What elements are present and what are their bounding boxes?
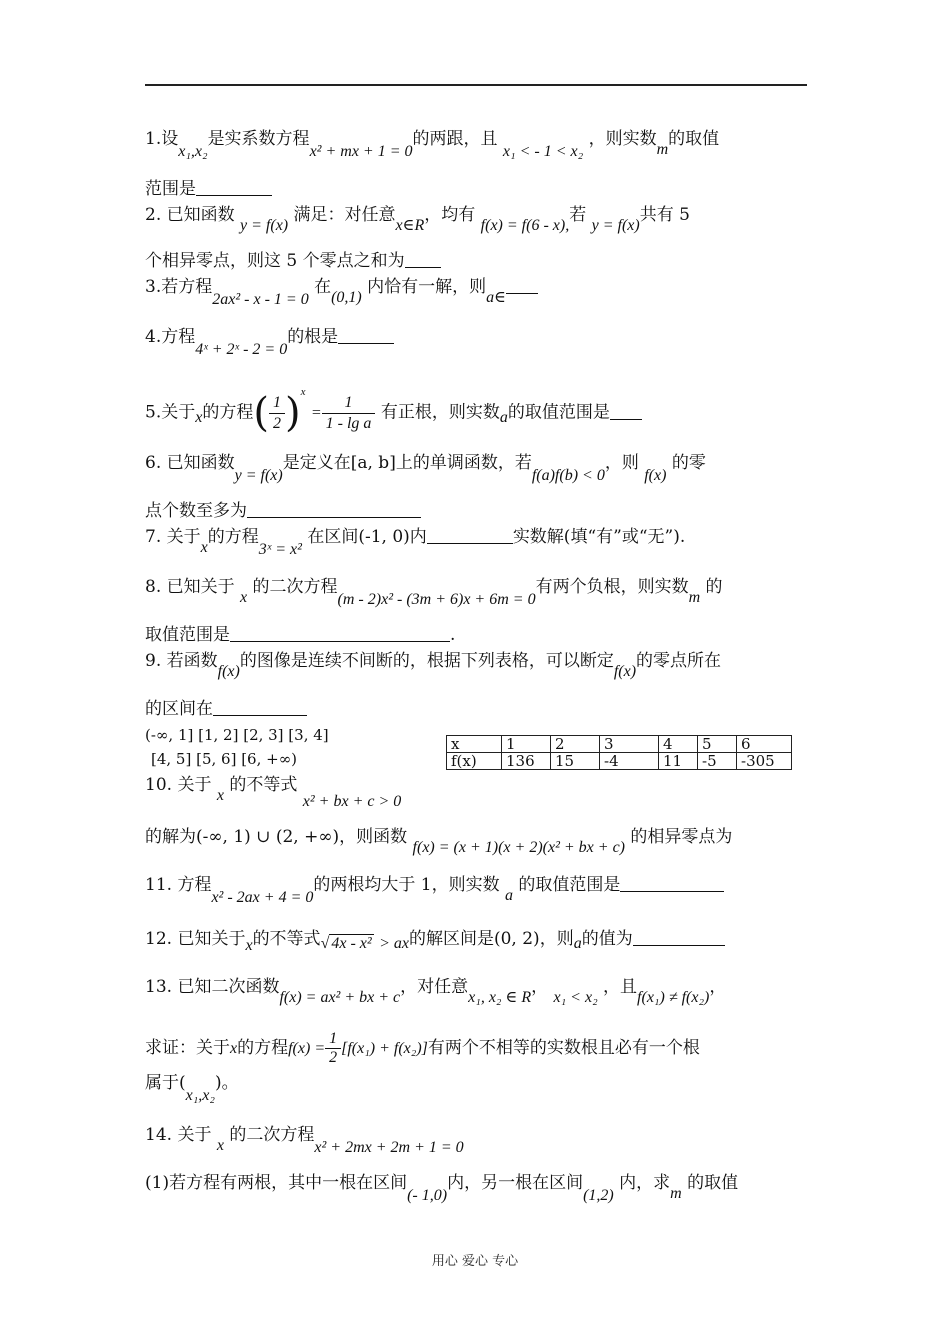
q13-text6: 有两个不相等的实数根且必有一个根 [427,1038,700,1058]
q2-func2: y = f(x) [591,217,640,234]
q12-text: 12. 已知关于 [145,929,246,949]
q5-text3: 有正根，则实数 [380,402,500,423]
q13-text4: 求证：关于 [145,1038,230,1058]
q2-line2 [145,250,441,272]
q13-line3: 属于(x₁,x₂)。 [145,1073,239,1104]
table-row: x 1 2 3 4 5 6 [447,736,792,753]
q8-text4: 的 [705,577,723,597]
values-table [446,735,792,770]
q8-text5: 取值范围是 [145,625,230,645]
q2-answer-blank[interactable] [405,251,441,268]
q7-text: 7. 关于 [145,527,201,547]
q14-interval2: (1,2) [583,1187,614,1204]
q9-options2: [4, 5] [5, 6] [6, +∞) [151,750,298,768]
q5-text: 5.关于 [145,402,196,423]
q3-line [145,276,538,308]
q12-text2: 的不等式 [252,929,321,949]
q13-interval: x₁,x₂ [185,1087,215,1104]
q14-text6: 的取值 [687,1173,739,1193]
q9-text: 9. 若函数 [145,651,218,671]
q1-var-m: m [656,141,669,158]
q9-line2 [145,698,307,720]
q2-domain: x∈R [395,217,425,234]
q4-text2: 的根是 [287,327,339,347]
q3-equation: 2ax² - x - 1 = 0 [212,291,309,308]
q3-text: 3.若方程 [145,277,213,297]
q6-line1 [145,452,706,484]
q1-roots: x₁,x₂ [178,143,208,160]
q7-text4: 实数解(填“有”或“无”). [512,527,686,547]
q13-order: x₁ < x₂ [553,989,598,1006]
q11-equation: x² - 2ax + 4 = 0 [211,889,314,906]
q11-text: 11. 方程 [145,875,212,895]
q8-text2: 的二次方程 [252,577,338,597]
q2-text4: 若 [569,205,587,225]
q7-var: x [200,539,208,556]
q13-line2 [145,1028,700,1069]
q10-text2: 的不等式 [229,775,298,795]
q11-text3: 的取值范围是 [518,875,621,895]
q2-text2: 满足：对任意 [293,205,396,225]
q1-answer-blank[interactable] [196,179,272,196]
q9-text4: 的区间在 [145,699,213,719]
q6-text4: 的零 [671,453,706,473]
q7-equation: 3ˣ = x² [258,541,302,558]
q13-text: 13. 已知二次函数 [145,977,280,997]
q4-answer-blank[interactable] [338,327,394,344]
q6-text: 6. 已知函数 [145,453,235,473]
q9-options1: (-∞, 1] [1, 2] [2, 3] [3, 4] [145,726,329,744]
q2-text: 2. 已知函数 [145,205,235,225]
q14-text4: 内，另一根在区间 [447,1173,584,1193]
q14-equation: x² + 2mx + 2m + 1 = 0 [314,1139,464,1156]
q7-answer-blank[interactable] [427,527,513,544]
q3-answer-blank[interactable] [506,283,538,294]
q12-var-a: a [573,935,582,952]
q2-func: y = f(x) [240,217,289,234]
q3-text3: 内恰有一解，则 [367,277,487,297]
q12-var: x [245,937,253,954]
q13-func: f(x) = ax² + bx + c [279,989,401,1006]
q1-text: 1.设 [145,129,179,149]
q1-equation: x² + mx + 1 = 0 [309,143,413,160]
q8-text3: 有两个负根，则实数 [535,577,689,597]
q6-answer-blank[interactable] [247,501,421,518]
q9-line1 [145,650,722,680]
q5-equals: = [310,404,322,422]
q9-answer-blank[interactable] [213,699,307,716]
q6-line2 [145,500,421,522]
q7-text2: 的方程 [207,527,259,547]
q8-answer-blank[interactable] [230,625,450,642]
q14-text: 14. 关于 [145,1125,212,1145]
q11-var: a [505,887,514,904]
q12-answer-blank[interactable] [633,929,725,946]
q12-radicand: 4x - x² [331,935,372,952]
q2-line1 [145,204,690,234]
q13-line1: 13. 已知二次函数f(x) = ax² + bx + c，对任意x₁, x₂ ∈ R， x₁ < x₂ ，且f(x₁) ≠ f(x₂)， [145,977,727,1006]
q5-text4: 的取值范围是 [507,402,610,423]
q10-text: 10. 关于 [145,775,212,795]
q10-line1 [145,774,402,810]
q13-text3: ，且 [603,977,638,997]
q5-line: 5.关于x的方程( $\frac{1}{2}$ )$^x$ = $\frac{1}{\text{1 - lg a}}$ 有正根，则实数a的取值范围是 [145,380,642,440]
q5-text2: 的方程 [202,402,254,423]
q8-text: 8. 已知关于 [145,577,235,597]
q10-var: x [216,787,224,804]
q14-var-m: m [670,1185,682,1202]
q10-func: f(x) = (x + 1)(x + 2)(x² + bx + c) [412,839,626,856]
q8-line1 [145,576,723,608]
q13-func2: f(x) = [288,1040,326,1057]
q9-func2: f(x) [613,663,637,680]
q7-line [145,526,686,558]
q12-line: 12. 已知关于x的不等式√ 4x - x² > ax的解区间是(0, 2)，则a的值为 [145,928,725,951]
q14-text3: (1)若方程有两根，其中一根在区间 [145,1173,408,1193]
q4-text: 4.方程 [145,327,196,347]
q13-text5: 的方程 [237,1038,289,1058]
q5-exponent: x [300,386,306,398]
q14-text2: 的二次方程 [229,1125,315,1145]
q5-var: x [195,408,203,426]
q1-line1 [145,128,720,160]
q14-text5: 内，求 [619,1173,671,1193]
page-footer: 用心 爱心 专心 [431,1254,519,1269]
q2-text5: 共有 5 [639,205,690,225]
q5-rhs-fraction: $\frac{1}{\text{1 - lg a}}$ [322,393,376,434]
q2-symmetry: f(x) = f(6 - x), [480,217,570,234]
q11-text2: 的两根均大于 1，则实数 [313,875,500,895]
q13-neq: f(x₁) ≠ f(x₂) [637,989,710,1006]
q14-interval1: (- 1,0) [407,1187,448,1204]
q2-text6: 个相异零点，则这 5 个零点之和为 [145,251,405,271]
q11-line [145,874,724,906]
q13-half: $\frac{1}{2}$ [325,1030,341,1067]
q7-text3: 在区间(-1, 0)内 [307,527,427,547]
q10-line2 [145,826,733,856]
q14-var: x [216,1137,224,1154]
q10-text3: 的解为(-∞, 1) ∪ (2, +∞)，则函数 [145,827,408,847]
q13-bracket: [f(x₁) + f(x₂)] [341,1040,428,1057]
q3-text2: 在 [314,277,332,297]
q6-text2: 是定义在[a, b]上的单调函数，若 [282,453,532,473]
table-row: f(x) 136 15 -4 11 -5 -305 [447,753,792,770]
header-rule [145,84,807,86]
q1-condition: x₁ < - 1 < x₂ [502,143,584,160]
q12-text3: 的解区间是(0, 2)，则 [408,929,574,949]
q1-line2 [145,178,272,200]
q13-var: x [230,1040,238,1057]
q6-condition: f(a)f(b) < 0 [531,467,605,484]
q5-var-a: a [499,408,508,426]
q8-equation: (m - 2)x² - (3m + 6)x + 6m = 0 [337,591,536,608]
q12-text4: 的值为 [581,929,633,949]
q1-text3: 的两跟，且 [412,129,498,149]
q3-var: a∈ [486,289,506,306]
q9-text2: 的图像是连续不间断的，根据下列表格，可以断定 [239,651,614,671]
q1-text2: 是实系数方程 [207,129,310,149]
q13-text7: 属于( [145,1073,186,1093]
q9-func: f(x) [217,663,240,680]
q1-text4: ，则实数 [588,129,657,149]
q6-text5: 点个数至多为 [145,501,247,521]
q8-var: x [240,589,248,606]
q12-rhs: > ax [379,935,409,952]
q6-func: y = f(x) [234,467,283,484]
q11-answer-blank[interactable] [620,875,724,892]
q3-interval: (0,1) [331,289,362,306]
q6-func2: f(x) [644,467,667,484]
q13-text2: ，对任意 [400,977,469,997]
q6-text3: ，则 [604,453,639,473]
q5-answer-blank[interactable] [610,403,642,420]
q2-text3: ，均有 [424,205,476,225]
q14-line2 [145,1172,739,1204]
q1-text5: 的取值 [668,129,720,149]
q10-inequality: x² + bx + c > 0 [302,793,402,810]
q5-fraction: $\frac{1}{2}$ [269,393,285,434]
q4-line [145,326,394,358]
q13-domain: x₁, x₂ ∈ R [468,989,532,1006]
q1-text6: 范围是 [145,179,196,199]
q10-text4: 的相异零点为 [630,827,733,847]
q4-equation: 4ˣ + 2ˣ - 2 = 0 [195,341,288,358]
q8-var-m: m [688,589,701,606]
q14-line1 [145,1124,464,1156]
q8-line2: 取值范围是 . [145,625,456,645]
q9-text3: 的零点所在 [636,651,722,671]
